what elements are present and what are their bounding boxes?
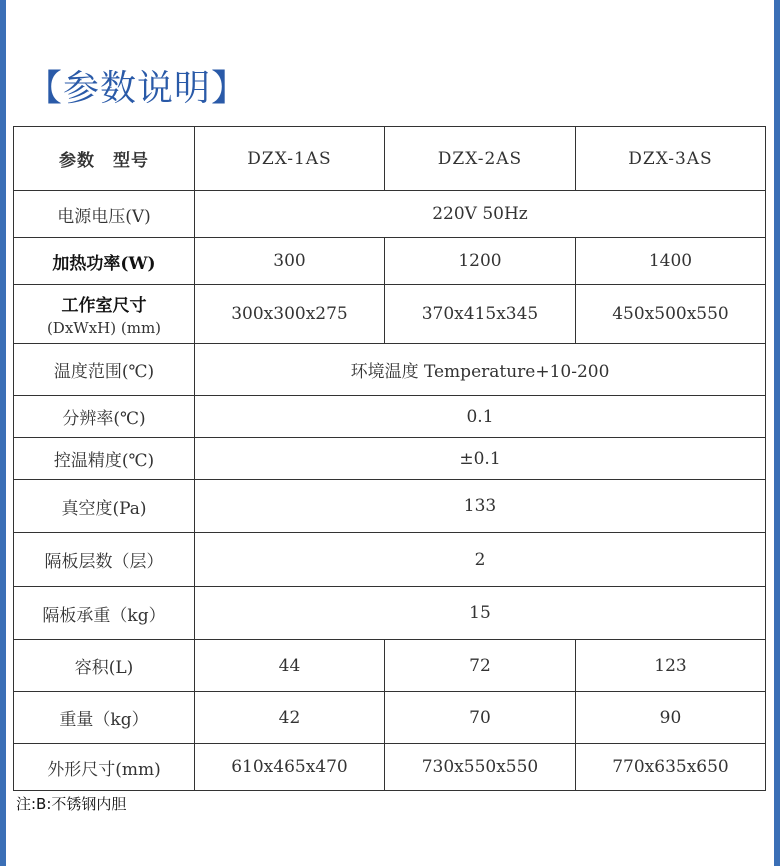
chamber-value-1: 300x300x275: [195, 285, 385, 344]
voltage-value: 220V 50Hz: [195, 191, 766, 238]
row-label-outer: 外形尺寸(mm): [14, 744, 195, 791]
power-value-3: 1400: [576, 238, 766, 285]
model-header-1: DZX-1AS: [195, 127, 385, 191]
row-label-chamber: [14, 285, 195, 344]
volume-value-2: 72: [385, 640, 576, 692]
row-label-weight: 重量（kg）: [14, 692, 195, 744]
spec-table: [13, 126, 766, 791]
table-row: [14, 692, 766, 744]
row-label-resolution: 分辨率(℃): [14, 396, 195, 438]
shelves-value: 2: [195, 533, 766, 587]
table-row: [14, 285, 766, 344]
table-row: [14, 191, 766, 238]
power-value-2: 1200: [385, 238, 576, 285]
row-label-temp-range: 温度范围(℃): [14, 344, 195, 396]
shelf-load-value: 15: [195, 587, 766, 640]
chamber-value-3: 450x500x550: [576, 285, 766, 344]
outer-value-3: 770x635x650: [576, 744, 766, 791]
row-label-volume: 容积(L): [14, 640, 195, 692]
volume-value-3: 123: [576, 640, 766, 692]
table-row: [14, 438, 766, 480]
table-row: [14, 344, 766, 396]
table-row: [14, 533, 766, 587]
footnote: 注:B:不锈钢内胆: [16, 795, 127, 813]
row-label-shelves: 隔板层数（层）: [14, 533, 195, 587]
table-row: [14, 640, 766, 692]
accuracy-value: ±0.1: [195, 438, 766, 480]
row-label-power: 加热功率(W): [14, 238, 195, 285]
volume-value-1: 44: [195, 640, 385, 692]
chamber-value-2: 370x415x345: [385, 285, 576, 344]
table-row: [14, 744, 766, 791]
vacuum-value: 133: [195, 480, 766, 533]
table-row: [14, 396, 766, 438]
table-row: [14, 238, 766, 285]
right-accent-bar: [774, 0, 780, 866]
weight-value-1: 42: [195, 692, 385, 744]
weight-value-2: 70: [385, 692, 576, 744]
table-row: [14, 480, 766, 533]
model-header-3: DZX-3AS: [576, 127, 766, 191]
model-header-2: DZX-2AS: [385, 127, 576, 191]
resolution-value: 0.1: [195, 396, 766, 438]
outer-value-2: 730x550x550: [385, 744, 576, 791]
weight-value-3: 90: [576, 692, 766, 744]
row-label-accuracy: 控温精度(℃): [14, 438, 195, 480]
param-model-header: 参数 型号: [14, 127, 195, 191]
row-label-voltage: 电源电压(V): [14, 191, 195, 238]
power-value-1: 300: [195, 238, 385, 285]
temp-range-value: 环境温度 Temperature+10-200: [195, 344, 766, 396]
chamber-label-main: 工作室尺寸: [61, 296, 147, 316]
table-header-row: [14, 127, 766, 191]
outer-value-1: 610x465x470: [195, 744, 385, 791]
table-row: [14, 587, 766, 640]
chamber-label-sub: (DxWxH) (mm): [46, 319, 162, 337]
row-label-shelf-load: 隔板承重（kg）: [14, 587, 195, 640]
section-title: 【参数说明】: [26, 68, 249, 109]
row-label-vacuum: 真空度(Pa): [14, 480, 195, 533]
left-accent-bar: [0, 0, 6, 866]
